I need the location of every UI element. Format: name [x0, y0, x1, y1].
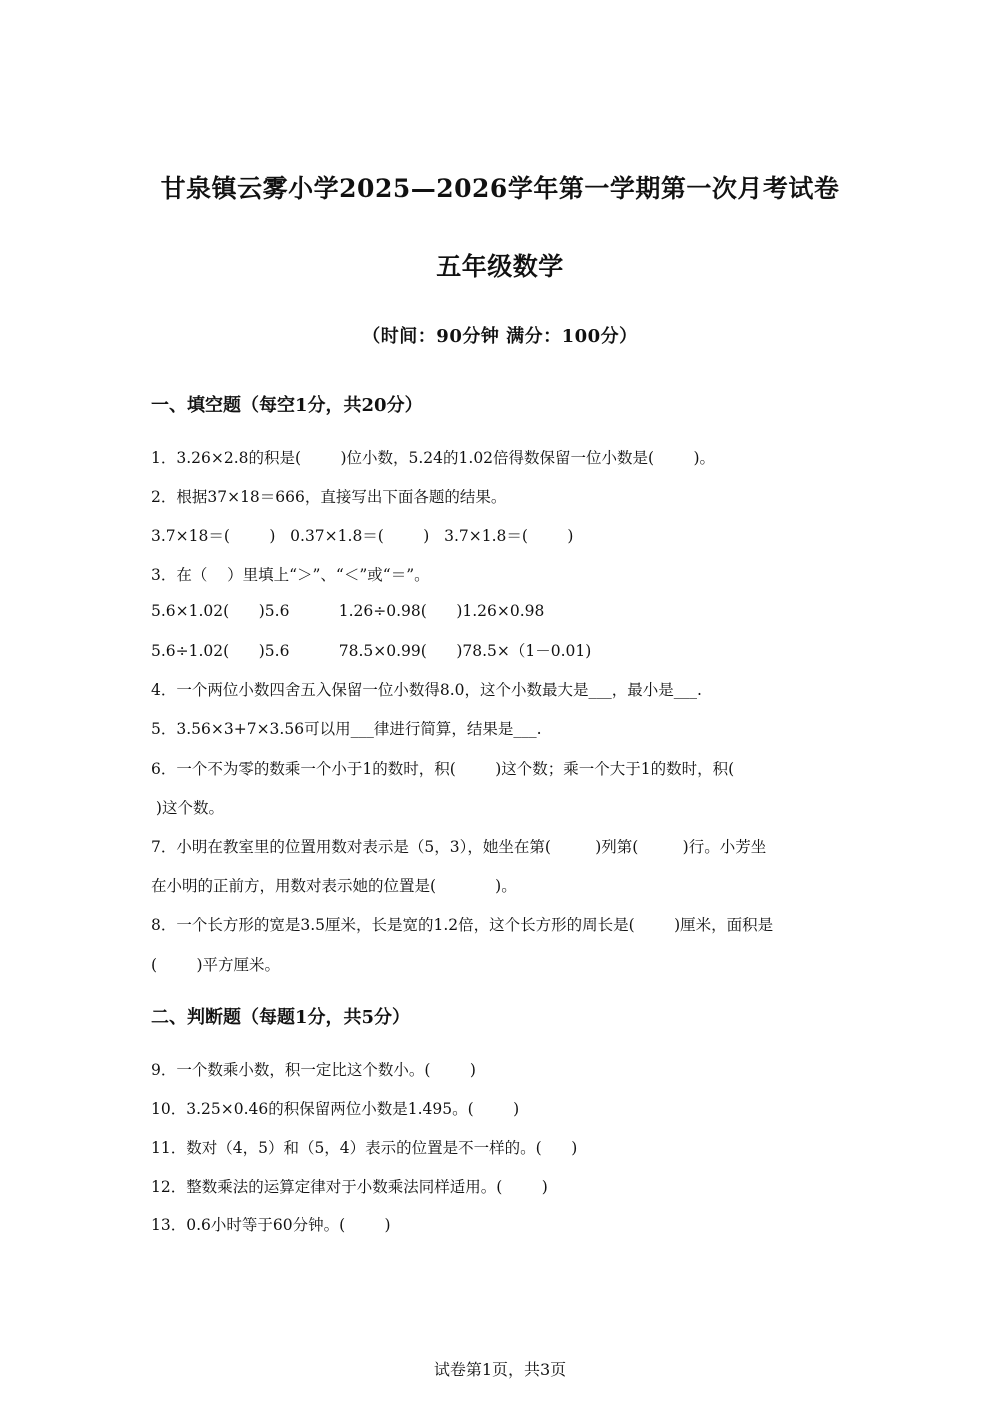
question-line: 4．一个两位小数四舍五入保留一位小数得8.0，这个小数最大是___，最小是___. — [151, 681, 702, 699]
question-line: 5.6÷1.02( )5.6 78.5×0.99( )78.5×（1－0.01) — [151, 642, 592, 660]
question-line: 6．一个不为零的数乘一个小于1的数时，积( )这个数；乘一个大于1的数时，积( — [151, 760, 735, 778]
question-line: 5.6×1.02( )5.6 1.26÷0.98( )1.26×0.98 — [151, 602, 545, 620]
exam-title: 甘泉镇云雾小学2025—2026学年第一学期第一次月考试卷 — [160, 174, 840, 203]
section-heading-true-false: 二、判断题（每题1分，共5分） — [151, 1007, 411, 1028]
question-line: 2．根据37×18＝666，直接写出下面各题的结果。 — [151, 488, 507, 506]
question-line: 10．3.25×0.46的积保留两位小数是1.495。( ) — [151, 1100, 520, 1118]
question-line: 11．数对（4，5）和（5，4）表示的位置是不一样的。( ) — [151, 1139, 578, 1157]
question-line: 5．3.56×3+7×3.56可以用___律进行简算，结果是___. — [151, 720, 542, 738]
question-line: 7．小明在教室里的位置用数对表示是（5，3），她坐在第( )列第( )行。小芳坐 — [151, 838, 767, 856]
question-line: ( )平方厘米。 — [151, 956, 281, 974]
question-line: )这个数。 — [151, 799, 224, 817]
page-footer: 试卷第1页，共3页 — [433, 1360, 567, 1379]
question-line: 12．整数乘法的运算定律对于小数乘法同样适用。( ) — [151, 1178, 548, 1196]
exam-subtitle: 五年级数学 — [436, 252, 564, 281]
question-line: 3．在（ ）里填上“＞”、“＜”或“＝”。 — [151, 566, 430, 584]
question-line: 8．一个长方形的宽是3.5厘米，长是宽的1.2倍，这个长方形的周长是( )厘米，面积是 — [151, 916, 774, 934]
exam-info: （时间：90分钟 满分：100分） — [362, 326, 638, 347]
section-heading-fill-blank: 一、填空题（每空1分，共20分） — [151, 395, 423, 416]
question-line: 9．一个数乘小数，积一定比这个数小。( ) — [151, 1061, 476, 1079]
question-line: 13．0.6小时等于60分钟。( ) — [151, 1216, 391, 1234]
question-line: 3.7×18＝( ) 0.37×1.8＝( ) 3.7×1.8＝( ) — [151, 527, 574, 545]
question-line: 1．3.26×2.8的积是( )位小数，5.24的1.02倍得数保留一位小数是( )。 — [151, 449, 716, 467]
question-line: 在小明的正前方，用数对表示她的位置是( )。 — [151, 877, 517, 895]
